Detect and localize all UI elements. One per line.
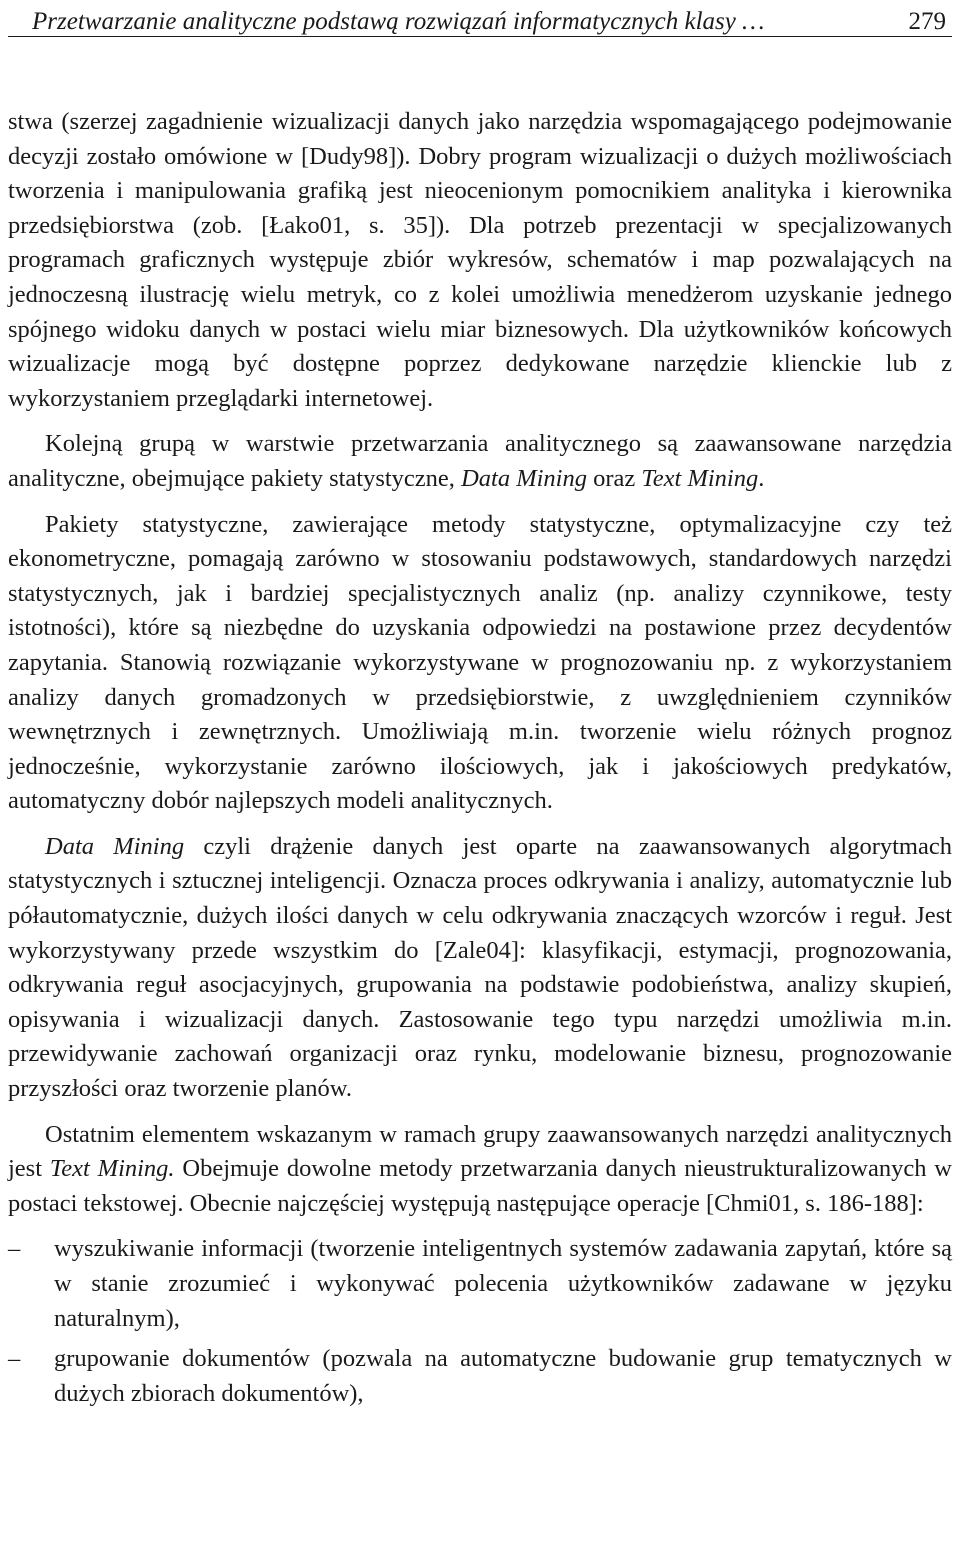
paragraph-statistical-packages: Pakiety statystyczne, zawierające metody statystyczne, optymalizacyjne czy też ekonometryczne, pomagają zarówno w stosowaniu podstawowych, standardowych narzędzi statystycznych, jak i bardziej specjalistycznych analiz (np. analizy czynnikowe, testy istotności), które są niezbędne do uzyskania odpowiedzi na postawione przez decydentów zapytania. Stanowią rozwiązanie wykorzystywane w prognozowaniu np. z wykorzystaniem analizy danych gromadzonych w przedsiębiorstwie, z uwzględnieniem czynników wewnętrznych i zewnętrznych. Umożliwiają m.in. tworzenie wielu różnych prognoz jednocześnie, wykorzystanie zarówno ilościowych, jak i jakościowych predykatów, automatyczny dobór najlepszych modeli analitycznych. <box>8 510 952 815</box>
paragraph-data-mining <box>8 830 952 1107</box>
paragraph-advanced-tools <box>8 427 952 496</box>
page-number: 279 <box>908 8 946 35</box>
paragraph-text-mining <box>8 1118 952 1222</box>
list-item <box>8 1342 952 1411</box>
list-item <box>8 1232 952 1336</box>
paragraph-advanced-tools-text: Kolejną grupą w warstwie przetwarzania analitycznego są zaawansowane narzędzia analityczne, obejmujące pakiety statystyczne, <box>8 430 952 492</box>
term-data-mining: Data Mining <box>461 464 587 492</box>
body-text <box>8 105 952 1411</box>
paragraph-advanced-tools-end: . <box>758 464 765 492</box>
term-text-mining-inline: Text Mining. <box>49 1155 175 1183</box>
paragraph-data-mining-text: czyli drążenie danych jest oparte na zaawansowanych algorytmach statystycznych i sztucznej inteligencji. Oznacza proces odkrywania i analizy, automatycznie lub półautomatycznie, dużych ilości danych w celu odkrywania znaczących wzorców i reguł. Jest wykorzystywany przede wszystkim do [Zale04]: klasyfikacji, estymacji, prognozowania, odkrywania reguł asocjacyjnych, grupowania na podstawie podobieństwa, analizy skupień, opisywania i wizualizacji danych. Zastosowanie tego typu narzędzi umożliwia m.in. przewidywanie zachowań organizacji oraz rynku, modelowanie biznesu, prognozowanie przyszłości oraz tworzenie planów. <box>8 832 952 1103</box>
dash-bullet-icon: – <box>8 1235 21 1263</box>
document-page <box>8 0 952 1417</box>
running-header <box>8 0 952 37</box>
paragraph-text-mining-text: Obejmuje dowolne metody przetwarzania danych nieustrukturalizowanych w postaci tekstowej. Obecnie najczęściej występują następujące operacje [Chmi01, s. 186-188]: <box>8 1155 952 1217</box>
paragraph-text-mining-lead: Ostatnim elementem wskazanym w ramach grupy zaawansowanych narzędzi analitycznych jest <box>8 1120 952 1183</box>
list-item-text: grupowanie dokumentów (pozwala na automatyczne budowanie grup tematycznych w dużych zbiorach dokumentów), <box>54 1345 952 1407</box>
list-item-text: wyszukiwanie informacji (tworzenie inteligentnych systemów zadawania zapytań, które są w stanie zrozumieć i wykonywać polecenia użytkowników zadawane w języku naturalnym), <box>54 1235 952 1332</box>
text-mining-operations-list <box>8 1232 952 1411</box>
term-text-mining: Text Mining <box>641 464 759 492</box>
term-data-mining-lead: Data Mining <box>45 832 185 860</box>
dash-bullet-icon: – <box>8 1345 21 1373</box>
paragraph-visualization: stwa (szerzej zagadnienie wizualizacji danych jako narzędzia wspomagającego podejmowanie decyzji zostało omówione w [Dudy98]). Dobry program wizualizacji o dużych możliwościach tworzenia i manipulowania grafiką jest nieocenionym pomocnikiem analityka i kierownika przedsiębiorstwa (zob. [Łako01, s. 35]). Dla potrzeb prezentacji w specjalizowanych programach graficznych występuje zbiór wykresów, schematów i map pozwalających na jednoczesną ilustrację wielu metryk, co z kolei umożliwia menedżerom uzyskanie jednego spójnego widoku danych w postaci wielu miar biznesowych. Dla użytkowników końcowych wizualizacje mogą być dostępne poprzez dedykowane narzędzie klienckie lub z wykorzystaniem przeglądarki internetowej. <box>8 108 952 412</box>
paragraph-advanced-tools-conjunction: oraz <box>586 464 642 492</box>
running-header-title: Przetwarzanie analityczne podstawą rozwiązań informatycznych klasy … <box>32 8 765 35</box>
